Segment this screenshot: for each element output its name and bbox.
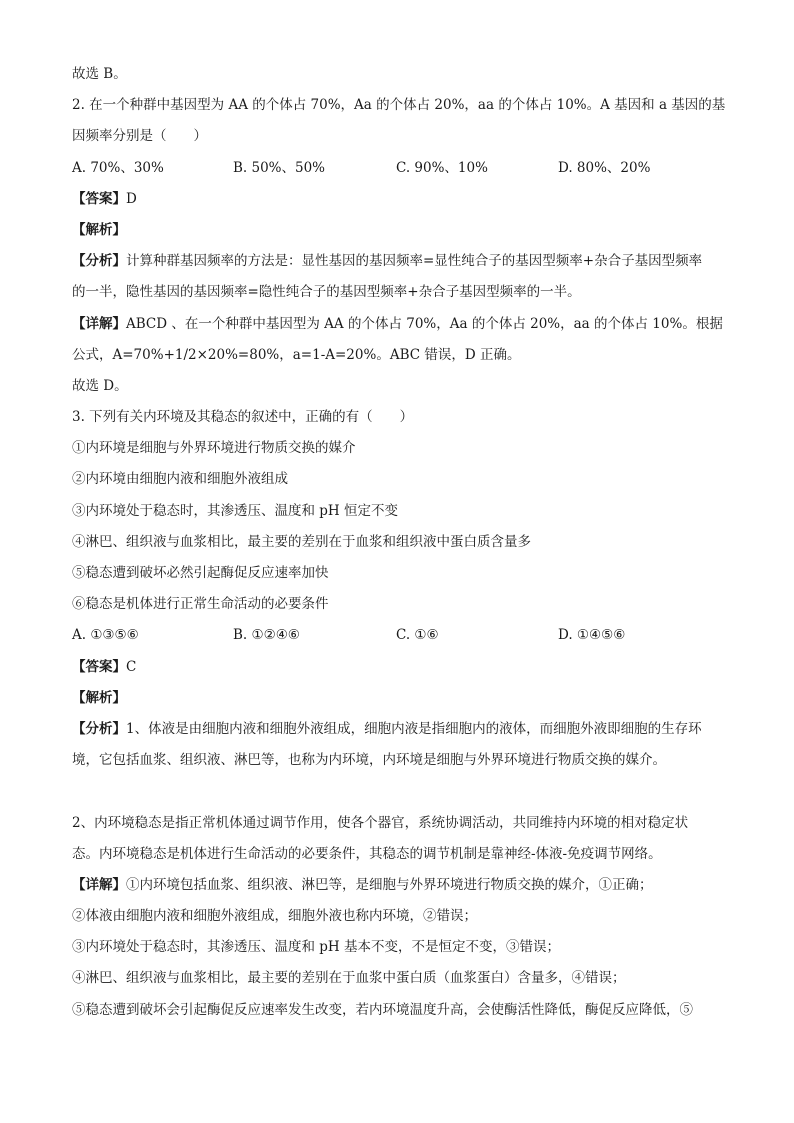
text-line: 故选 B。 [72,66,127,82]
analysis-line [72,220,722,251]
fenxi-line [72,719,722,750]
xiangjie-text: ABCD 、在一个种群中基因型为 AA 的个体占 70%，Aa 的个体占 20%，aa 的个体占 10%。根据 [126,315,723,332]
fenxi-tag: 【分析】 [72,720,126,737]
xiangjie-tag: 【详解】 [72,315,126,332]
option-a: A. ①③⑤⑥ [72,627,139,644]
blank-line [72,781,722,812]
fenxi-line [72,251,722,282]
question-2-options [72,158,722,189]
answer-value: C [126,658,137,675]
fenxi-line-cont: 境，它包括血浆、组织液、淋巴等，也称为内环境，内环境是细胞与外界环境进行物质交换的媒介。 [72,752,666,769]
fenxi-text: 计算种群基因频率的方法是：显性基因的基因频率=显性纯合子的基因型频率+杂合子基因型频率 [126,253,703,270]
statement-item: ③内环境处于稳态时，其渗透压、温度和 pH 恒定不变 [72,502,398,519]
option-c: C. ①⑥ [396,627,439,644]
fenxi-tag: 【分析】 [72,253,126,270]
question-3-options [72,625,722,656]
option-d: D. 80%、20% [558,159,651,176]
option-b: B. ①②④⑥ [233,627,300,644]
answer-tag: 【答案】 [72,658,126,675]
paragraph-line: 2、内环境稳态是指正常机体通过调节作用，使各个器官，系统协调活动，共同维持内环境的相对稳定状 [72,814,689,831]
statement-item: ⑤稳态遭到破坏必然引起酶促反应速率加快 [72,565,329,581]
fenxi-line-cont: 的一半，隐性基因的基因频率=隐性纯合子的基因型频率+杂合子基因型频率的一半。 [72,284,581,301]
conclusion-line: 故选 D。 [72,377,128,394]
option-d: D. ①④⑤⑥ [558,627,626,644]
statement-item: ①内环境是细胞与外界环境进行物质交换的媒介 [72,440,356,457]
question-3-stem: 3. 下列有关内环境及其稳态的叙述中，正确的有（ ） [72,409,414,426]
analysis-tag: 【解析】 [72,221,126,238]
detail-line: ③内环境处于稳态时，其渗透压、温度和 pH 基本不变，不是恒定不变，③错误； [72,939,560,956]
xiangjie-line-cont: 公式，A=70%+1/2×20%=80%，a=1-A=20%。ABC 错误，D 正确。 [72,346,521,363]
xiangjie-tag: 【详解】 [72,876,126,893]
option-a: A. 70%、30% [72,159,164,176]
xiangjie-line [72,314,722,345]
answer-line [72,657,722,688]
detail-line: ④淋巴、组织液与血浆相比，最主要的差别在于血浆中蛋白质（血浆蛋白）含量多，④错误； [72,970,626,987]
option-b: B. 50%、50% [233,159,326,176]
question-2-stem-cont: 因频率分别是（ ） [72,128,207,145]
statement-item: ④淋巴、组织液与血浆相比，最主要的差别在于血浆和组织液中蛋白质含量多 [72,533,531,550]
xiangjie-text: ①内环境包括血浆、组织液、淋巴等，是细胞与外界环境进行物质交换的媒介，①正确； [126,876,653,893]
fenxi-text: 1、体液是由细胞内液和细胞外液组成，细胞内液是指细胞内的液体，而细胞外液即细胞的生存环 [126,720,702,737]
detail-line: ②体液由细胞内液和细胞外液组成，细胞外液也称内环境，②错误； [72,908,477,925]
xiangjie-line [72,875,722,906]
question-2-stem: 2. 在一个种群中基因型为 AA 的个体占 70%，Aa 的个体占 20%，aa 的个体占 10%。A 基因和 a 基因的基 [72,97,726,114]
paragraph-line: 态。内环境稳态是机体进行生命活动的必要条件，其稳态的调节机制是靠神经-体液-免疫调节网络。 [72,845,662,862]
statement-item: ⑥稳态是机体进行正常生命活动的必要条件 [72,596,329,613]
analysis-tag: 【解析】 [72,689,126,706]
answer-line [72,189,722,220]
answer-tag: 【答案】 [72,190,126,207]
answer-value: D [126,190,137,207]
detail-line: ⑤稳态遭到破坏会引起酶促反应速率发生改变，若内环境温度升高，会使酶活性降低，酶促反应降低，⑤ [72,1001,693,1018]
analysis-line [72,688,722,719]
statement-item: ②内环境由细胞内液和细胞外液组成 [72,471,288,488]
option-c: C. 90%、10% [396,159,488,176]
document-page [72,64,726,1031]
